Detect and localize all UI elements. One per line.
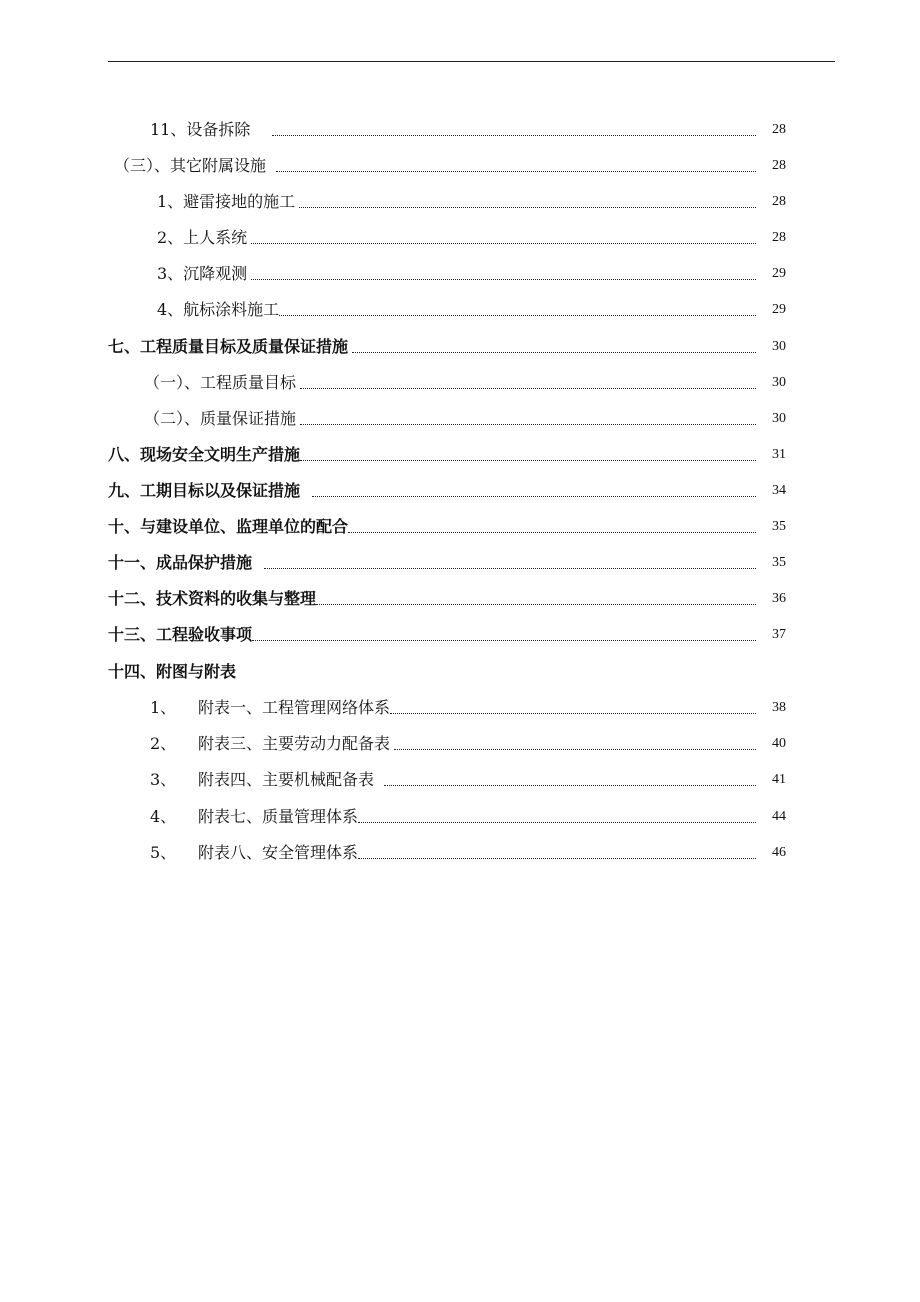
toc-entry-page: 31: [772, 447, 786, 462]
toc-entry[interactable]: [150, 116, 786, 140]
toc-entry-page: 40: [772, 736, 786, 751]
toc-entry-page: 28: [772, 194, 786, 209]
dot-leader: [251, 279, 756, 280]
toc-entry[interactable]: [144, 369, 786, 393]
dot-leader: [264, 568, 756, 569]
toc-entry-label: 4、航标涂料施工: [157, 300, 280, 319]
toc-entry[interactable]: [150, 694, 786, 718]
toc-entry-label: 附表四、主要机械配备表: [198, 770, 375, 789]
toc-entry-label: 附表七、质量管理体系: [198, 807, 359, 826]
toc-entry[interactable]: [150, 730, 786, 754]
toc-entry-label: （一）、工程质量目标: [144, 373, 297, 392]
toc-entry-label: 附表三、主要劳动力配备表: [198, 734, 391, 753]
toc-entry[interactable]: [157, 224, 786, 248]
toc-entry[interactable]: [108, 477, 786, 501]
dot-leader: [252, 640, 756, 641]
toc-entry-page: 34: [772, 483, 786, 498]
toc-entry-page: 35: [772, 519, 786, 534]
toc-entry-page: 35: [772, 555, 786, 570]
dot-leader: [300, 424, 756, 425]
toc-entry-label: 十一、成品保护措施: [108, 553, 253, 572]
dot-leader: [316, 604, 756, 605]
toc-entry-page: 29: [772, 302, 786, 317]
toc-entry-label: 1、避雷接地的施工: [157, 192, 296, 211]
toc-entry-number: 3、: [150, 770, 177, 789]
header-rule: [108, 61, 835, 62]
toc-entry[interactable]: [114, 152, 786, 176]
toc-entry[interactable]: [150, 803, 786, 827]
toc-entry-page: 30: [772, 411, 786, 426]
toc-entry-label: 七、工程质量目标及质量保证措施: [108, 337, 349, 356]
dot-leader: [299, 207, 756, 208]
toc-entry-page: 44: [772, 809, 786, 824]
toc-entry-page: 37: [772, 627, 786, 642]
toc-entry-page: 36: [772, 591, 786, 606]
toc-entry-label: 3、沉降观测: [157, 264, 248, 283]
dot-leader: [272, 135, 756, 136]
toc-entry-label: 十三、工程验收事项: [108, 625, 253, 644]
toc-entry[interactable]: [108, 585, 786, 609]
toc-entry[interactable]: [150, 766, 786, 790]
dot-leader: [352, 352, 756, 353]
toc-entry-label: 附表一、工程管理网络体系: [198, 698, 391, 717]
toc-entry[interactable]: [108, 621, 786, 645]
toc-entry-label: （二）、质量保证措施: [144, 409, 297, 428]
toc-heading[interactable]: [108, 658, 786, 682]
toc-entry-label: 十四、附图与附表: [108, 662, 237, 681]
dot-leader: [390, 713, 756, 714]
toc-entry-label: 附表八、安全管理体系: [198, 843, 359, 862]
toc-entry[interactable]: [108, 513, 786, 537]
toc-entry-page: 30: [772, 339, 786, 354]
toc-entry-number: 1、: [150, 698, 177, 717]
toc-entry-page: 38: [772, 700, 786, 715]
toc-entry[interactable]: [157, 188, 786, 212]
dot-leader: [300, 388, 756, 389]
dot-leader: [300, 460, 756, 461]
toc-entry-label: 十、与建设单位、监理单位的配合: [108, 517, 349, 536]
toc-entry-page: 46: [772, 845, 786, 860]
toc-entry-label: 2、上人系统: [157, 228, 248, 247]
toc-entry-page: 28: [772, 230, 786, 245]
dot-leader: [394, 749, 756, 750]
dot-leader: [312, 496, 756, 497]
toc-entry[interactable]: [150, 839, 786, 863]
toc-entry-number: 2、: [150, 734, 177, 753]
toc-entry[interactable]: [157, 260, 786, 284]
toc-entry-page: 41: [772, 772, 786, 787]
dot-leader: [279, 315, 756, 316]
dot-leader: [358, 858, 756, 859]
toc-entry[interactable]: [108, 441, 786, 465]
toc-entry[interactable]: [108, 333, 786, 357]
toc-entry-label: 九、工期目标以及保证措施: [108, 481, 301, 500]
toc-entry-page: 30: [772, 375, 786, 390]
toc-entry-label: 十二、技术资料的收集与整理: [108, 589, 317, 608]
dot-leader: [348, 532, 756, 533]
dot-leader: [251, 243, 756, 244]
toc-entry-label: （三）、其它附属设施: [114, 156, 267, 175]
dot-leader: [384, 785, 756, 786]
toc-entry[interactable]: [157, 296, 786, 320]
toc-entry-label: 八、现场安全文明生产措施: [108, 445, 301, 464]
toc-entry-number: 5、: [150, 843, 177, 862]
toc-entry-page: 28: [772, 122, 786, 137]
toc-entry-label: 11、设备拆除: [150, 120, 251, 139]
toc-entry[interactable]: [108, 549, 786, 573]
toc-entry-page: 28: [772, 158, 786, 173]
toc-entry-number: 4、: [150, 807, 177, 826]
toc-entry[interactable]: [144, 405, 786, 429]
dot-leader: [276, 171, 756, 172]
dot-leader: [358, 822, 756, 823]
toc-entry-page: 29: [772, 266, 786, 281]
